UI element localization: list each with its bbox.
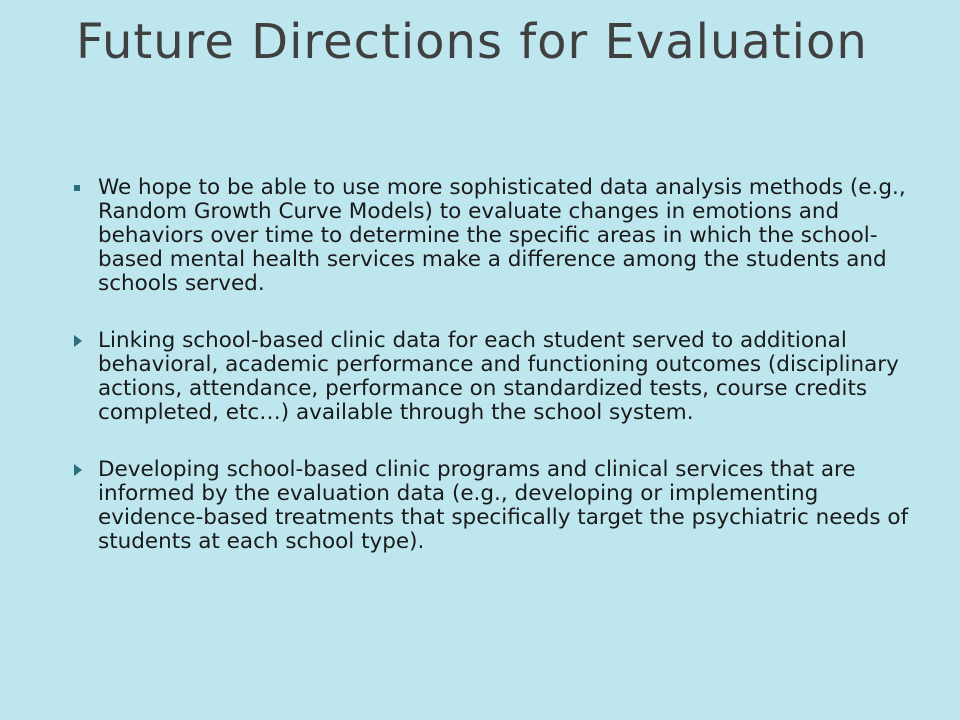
- bullet-item-3: [70, 458, 920, 554]
- bullet-text: We hope to be able to use more sophisticated data analysis methods (e.g., Random Growth Curve Models) to evaluate changes in emotions and behaviors over time to determine the specific areas in which the school-based mental health services make a difference among the students and schools served.: [98, 175, 906, 296]
- bullet-item-2: [70, 329, 920, 425]
- bullet-text: Developing school-based clinic programs and clinical services that are informed by the evaluation data (e.g., developing or implementing evidence-based treatments that specifically target the psychiatric needs of students at each school type).: [98, 457, 909, 554]
- bullet-item-1: [70, 176, 920, 296]
- slide-title: Future Directions for Evaluation: [76, 14, 868, 70]
- bullet-text: Linking school-based clinic data for each student served to additional behavioral, academic performance and functioning outcomes (disciplinary actions, attendance, performance on standardized tests, course credits completed, etc…) available through the school system.: [98, 328, 899, 425]
- triangle-bullet-icon: [74, 464, 82, 476]
- square-bullet-icon: [74, 185, 80, 191]
- triangle-bullet-icon: [74, 335, 82, 347]
- bullet-list: [70, 176, 920, 587]
